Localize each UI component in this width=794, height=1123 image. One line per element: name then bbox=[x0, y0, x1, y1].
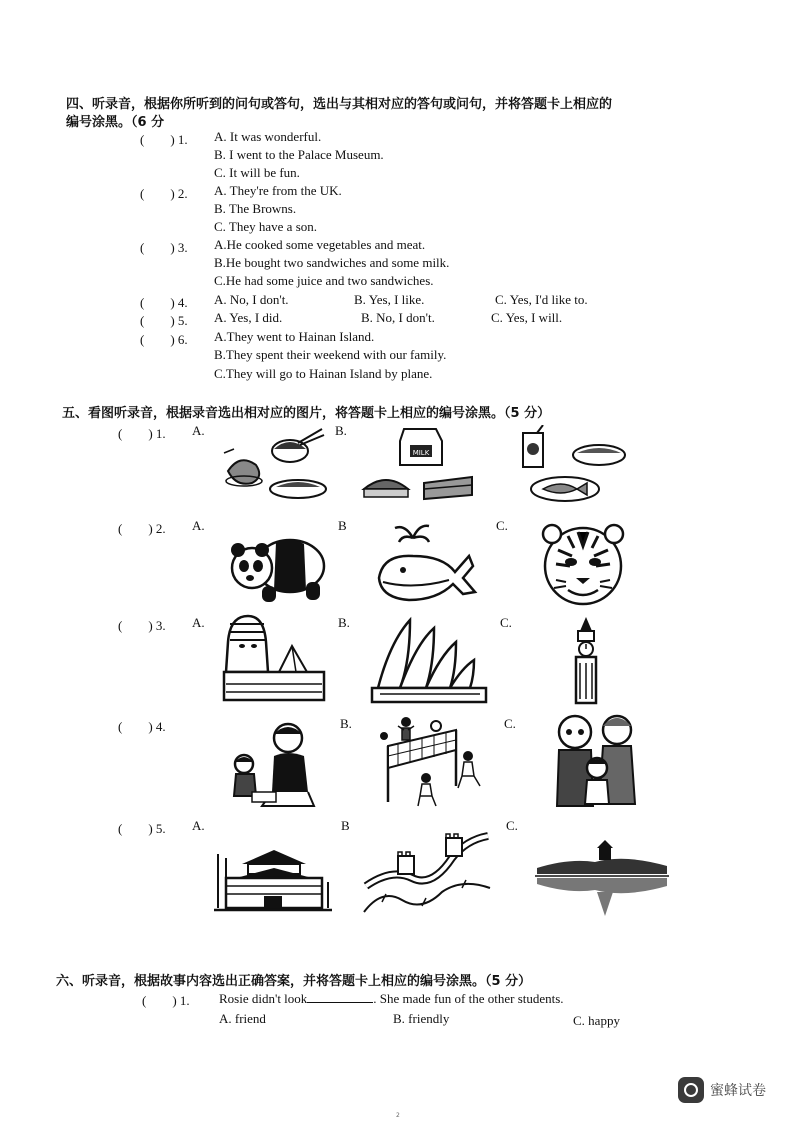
option-label-a: A. bbox=[192, 423, 205, 438]
answer-paren: ( ) 6. bbox=[140, 332, 188, 347]
option-line: B. The Browns. bbox=[214, 201, 297, 216]
option-label-b: B. bbox=[340, 716, 352, 731]
option-line: B. I went to the Palace Museum. bbox=[214, 147, 384, 162]
option-label-b: B bbox=[338, 518, 347, 533]
whale-icon bbox=[373, 518, 478, 606]
watermark bbox=[678, 1077, 766, 1103]
answer-paren: ( ) 3. bbox=[118, 618, 166, 633]
section5-title: 五、看图听录音，根据录音选出相对应的图片，将答题卡上相应的编号涂黑。（5 分） bbox=[62, 406, 551, 421]
option-label-a: A. bbox=[192, 818, 205, 833]
option-label-b: B. bbox=[338, 615, 350, 630]
answer-paren: ( ) 1. bbox=[140, 132, 188, 147]
option-line: A. No, I don't. bbox=[214, 292, 289, 307]
option-label-b: B bbox=[341, 818, 350, 833]
option-line: C. It will be fun. bbox=[214, 165, 300, 180]
watermark-text: 蜜蜂试卷 bbox=[710, 1083, 766, 1099]
answer-paren: ( ) 1. bbox=[142, 993, 190, 1008]
option-line: C. They have a son. bbox=[214, 219, 318, 234]
option-line: C. Yes, I will. bbox=[491, 310, 563, 325]
stem-after: . She made fun of the other students. bbox=[373, 991, 564, 1006]
option-line: A. Yes, I did. bbox=[214, 310, 283, 325]
option-label-c: C. bbox=[506, 818, 518, 833]
option-line: B.They spent their weekend with our family. bbox=[214, 347, 447, 362]
option-line: A. It was wonderful. bbox=[214, 129, 322, 144]
answer-paren: ( ) 3. bbox=[140, 240, 188, 255]
option-line: A.They went to Hainan Island. bbox=[214, 329, 375, 344]
milk-sandwich-food-icon bbox=[360, 425, 480, 507]
option-label-a: A. bbox=[192, 615, 205, 630]
volleyball-players-icon bbox=[378, 716, 484, 808]
answer-blank bbox=[307, 990, 373, 1003]
stem-before: Rosie didn't look bbox=[219, 991, 308, 1006]
option-label-c: C. bbox=[500, 615, 512, 630]
family-elderly-icon bbox=[553, 712, 639, 810]
father-son-drawing-icon bbox=[228, 720, 324, 810]
option-line: B. Yes, I like. bbox=[354, 292, 425, 307]
section4-title-line2: 编号涂黑。（6 分 bbox=[66, 115, 165, 130]
juice-fish-food-icon bbox=[515, 425, 630, 507]
answer-paren: ( ) 4. bbox=[140, 295, 188, 310]
option-label-b: B. bbox=[335, 423, 347, 438]
option-line: C.They will go to Hainan Island by plane. bbox=[214, 366, 433, 381]
svg-text:MILK: MILK bbox=[412, 449, 430, 457]
option-line: A.He cooked some vegetables and meat. bbox=[214, 237, 426, 252]
tiger-icon bbox=[538, 520, 628, 610]
answer-paren: ( ) 5. bbox=[140, 313, 188, 328]
big-ben-icon bbox=[570, 615, 602, 705]
option-label-a: A. bbox=[192, 518, 205, 533]
option-line: B.He bought two sandwiches and some milk. bbox=[214, 255, 450, 270]
sphinx-pyramid-icon bbox=[222, 612, 326, 708]
option-line: A. friend bbox=[219, 1011, 266, 1026]
panda-icon bbox=[228, 520, 328, 606]
answer-paren: ( ) 1. bbox=[118, 426, 166, 441]
option-label-c: C. bbox=[504, 716, 516, 731]
page-number: 2 bbox=[396, 1112, 400, 1119]
option-line: C.He had some juice and two sandwiches. bbox=[214, 273, 434, 288]
option-line: A. They're from the UK. bbox=[214, 183, 342, 198]
option-label-c: C. bbox=[496, 518, 508, 533]
section4-title-line1: 四、听录音，根据你所听到的问句或答句，选出与其相对应的答句或问句，并将答题卡上相应的 bbox=[66, 97, 613, 112]
option-line: C. happy bbox=[573, 1013, 620, 1028]
answer-paren: ( ) 5. bbox=[118, 821, 166, 836]
tiananmen-icon bbox=[212, 842, 334, 914]
chinese-food-icon bbox=[222, 425, 330, 505]
option-line: C. Yes, I'd like to. bbox=[495, 292, 588, 307]
sydney-opera-house-icon bbox=[370, 612, 488, 706]
question-stem bbox=[219, 990, 564, 1007]
lake-pagoda-icon bbox=[535, 840, 669, 920]
answer-paren: ( ) 2. bbox=[118, 521, 166, 536]
option-line: B. No, I don't. bbox=[361, 310, 435, 325]
answer-paren: ( ) 2. bbox=[140, 186, 188, 201]
answer-paren: ( ) 4. bbox=[118, 719, 166, 734]
bee-logo-icon bbox=[678, 1077, 704, 1103]
great-wall-icon bbox=[362, 828, 492, 914]
section6-title: 六、听录音，根据故事内容选出正确答案，并将答题卡上相应的编号涂黑。（5 分） bbox=[56, 974, 532, 989]
option-line: B. friendly bbox=[393, 1011, 450, 1026]
